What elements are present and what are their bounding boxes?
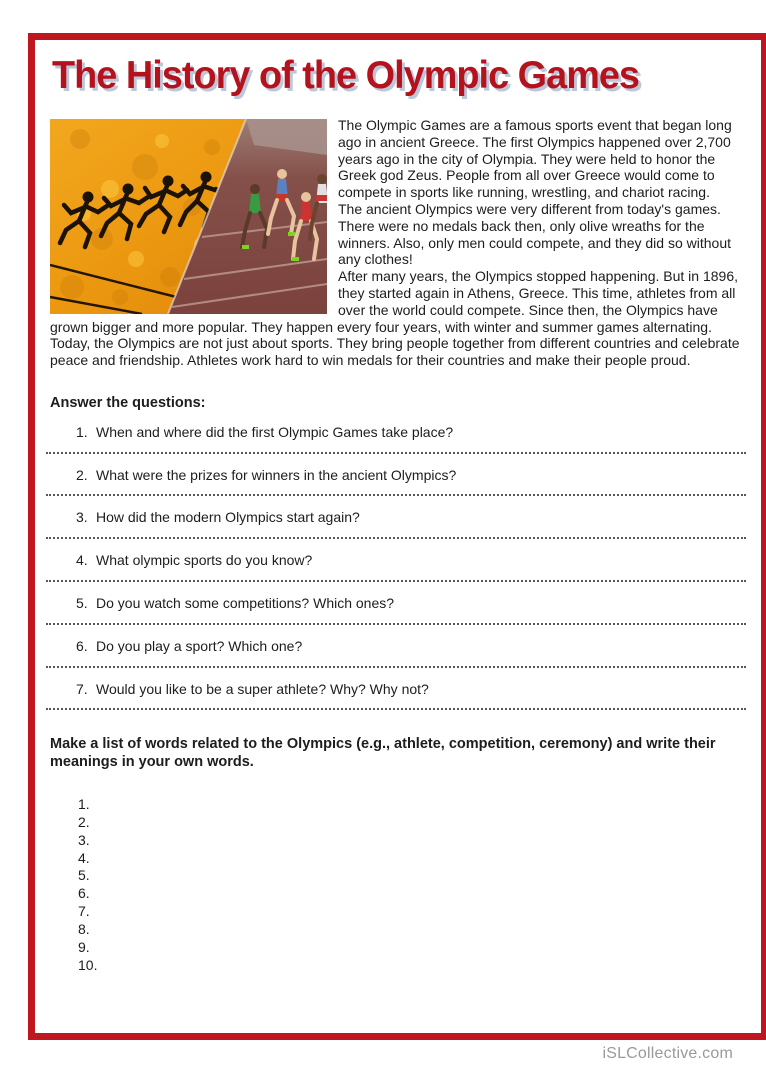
wordlist-item: 1. <box>78 795 90 812</box>
question-text: What were the prizes for winners in the ancient Olympics? <box>96 466 457 483</box>
reading-paragraph-3: After many years, the Olympics stopped happening. But in 1896, they started again in Athens, Greece. This time, athletes from all over the world could compete. Since then, the Olympics have grown bigger and more popular. They happen every four years, with winter and summer games alternating. <box>50 268 739 335</box>
question-text: What olympic sports do you know? <box>96 552 313 569</box>
reading-passage <box>50 117 746 369</box>
question-number: 2. <box>76 466 88 483</box>
worksheet-page-frame <box>28 33 766 1040</box>
question-item <box>50 424 746 454</box>
question-item <box>50 509 746 539</box>
wordlist-item: 4. <box>78 849 90 866</box>
question-text: Do you play a sport? Which one? <box>96 637 303 654</box>
question-number: 3. <box>76 509 88 526</box>
question-item <box>50 638 746 668</box>
question-text: When and where did the first Olympic Games take place? <box>96 423 454 440</box>
questions-list <box>50 424 746 711</box>
wordlist-numbers <box>78 796 746 975</box>
wordlist-item: 9. <box>78 939 90 956</box>
wordlist-item: 8. <box>78 921 90 938</box>
wordlist-item: 10. <box>78 957 98 973</box>
question-item <box>50 467 746 497</box>
answer-line <box>46 621 746 625</box>
question-text: How did the modern Olympics start again? <box>96 509 360 526</box>
wordlist-item: 2. <box>78 813 90 830</box>
reading-paragraph-1: The Olympic Games are a famous sports event that began long ago in ancient Greece. The first Olympics happened over 2,700 years ago in the city of Olympia. They were held to honor the Greek god Zeus. People from all over Greece would come to compete in sports like running, wrestling, and chariot racing. <box>338 116 732 201</box>
question-item <box>50 595 746 625</box>
answer-line <box>46 450 746 454</box>
answer-line <box>46 578 746 582</box>
wordlist-item: 6. <box>78 885 90 902</box>
answer-line <box>46 535 746 539</box>
wordlist-item: 3. <box>78 831 90 848</box>
answer-line <box>46 492 746 496</box>
wordlist-item: 5. <box>78 867 90 884</box>
question-number: 5. <box>76 595 88 612</box>
wordlist-item: 7. <box>78 903 90 920</box>
question-number: 6. <box>76 637 88 654</box>
question-number: 7. <box>76 680 88 697</box>
answer-line <box>46 664 746 668</box>
wordlist-heading: Make a list of words related to the Olympics (e.g., athlete, competition, ceremony) and write their meanings in your own words. <box>50 736 716 771</box>
page-title: The History of the Olympic Games <box>52 54 640 97</box>
questions-heading: Answer the questions: <box>50 394 206 411</box>
question-number: 1. <box>76 423 88 440</box>
reading-paragraph-2: The ancient Olympics were very different from today's games. There were no medals back then, only olive wreaths for the winners. Also, only men could compete, and they did so without any clothes! <box>338 200 731 268</box>
reading-paragraph-4: Today, the Olympics are not just about sports. They bring people together from different countries and celebrate peace and friendship. Athletes work hard to win medals for their countries and make their people proud. <box>50 335 740 369</box>
question-text: Would you like to be a super athlete? Why? Why not? <box>96 680 429 697</box>
answer-line <box>46 706 746 710</box>
question-text: Do you watch some competitions? Which ones? <box>96 595 395 612</box>
question-item <box>50 552 746 582</box>
question-item <box>50 681 746 711</box>
olympic-runners-image <box>50 119 327 314</box>
islcollective-watermark: iSLCollective.com <box>602 1045 733 1062</box>
question-number: 4. <box>76 552 88 569</box>
